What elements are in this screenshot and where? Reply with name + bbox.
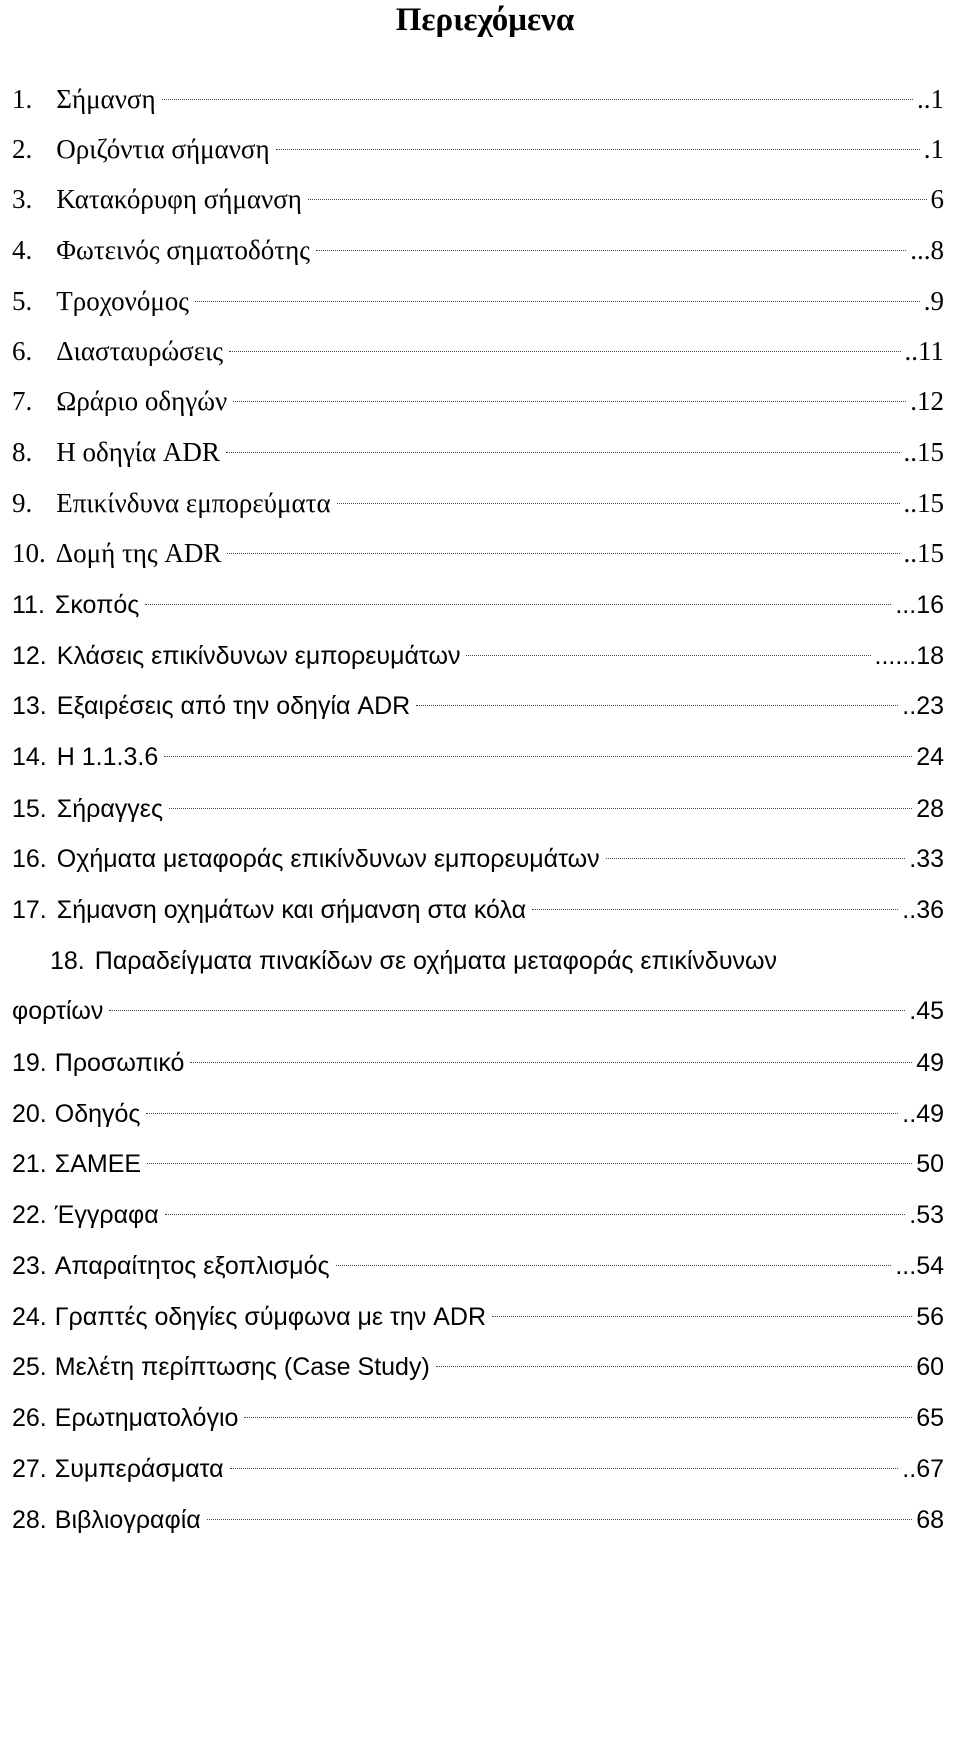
- toc-entry-leader-tail: .: [910, 386, 917, 416]
- toc-entry-page: 54: [916, 1252, 944, 1280]
- toc-entry-page: 56: [916, 1303, 944, 1331]
- toc-entry-number: 26.: [12, 1404, 47, 1432]
- toc-entry-page: 1: [930, 134, 944, 164]
- toc-entry-number: 6.: [12, 336, 33, 366]
- dot-leader: [207, 1519, 912, 1520]
- toc-entry-number: 27.: [12, 1455, 47, 1483]
- toc-entry-label: Η 1.1.3.6: [56, 743, 159, 771]
- toc-entry-leader-tail: .: [909, 845, 917, 873]
- dot-leader: [162, 99, 913, 100]
- toc-entry[interactable]: [12, 1350, 944, 1384]
- toc-entry-number: 10.: [12, 538, 46, 568]
- toc-entry-number: 14.: [12, 743, 47, 771]
- dot-leader: [606, 858, 906, 859]
- toc-entry-number: 11.: [12, 591, 45, 619]
- toc-entry-label-continuation: φορτίων: [12, 997, 104, 1025]
- toc-entry-number: 25.: [12, 1353, 47, 1381]
- toc-entry-number: 28.: [12, 1506, 47, 1534]
- toc-entry[interactable]: [12, 842, 944, 876]
- toc-entry-number: 13.: [12, 692, 47, 720]
- toc-entry-label: Συμπεράσματα: [54, 1455, 224, 1483]
- toc-entry-leader-tail: .: [923, 286, 931, 316]
- toc-entry-leader-tail: ...: [895, 591, 917, 619]
- toc-entry[interactable]: [12, 1147, 944, 1181]
- toc-entry-leader-tail: ..: [917, 84, 931, 114]
- toc-entry-label: Σκοπός: [54, 591, 140, 619]
- dot-leader: [416, 705, 898, 706]
- toc-entry-number: 3.: [12, 184, 33, 214]
- toc-entry[interactable]: [12, 536, 944, 570]
- toc-entry-label: Βιβλιογραφία: [54, 1506, 201, 1534]
- dot-leader: [336, 1265, 892, 1266]
- dot-leader: [190, 1062, 912, 1063]
- dot-leader: [146, 1113, 898, 1114]
- toc-entry-page: 1: [930, 84, 944, 114]
- toc-entry[interactable]: [12, 334, 944, 368]
- dot-leader: [109, 1010, 905, 1011]
- toc-entry[interactable]: [12, 893, 944, 927]
- toc-entry-page: 15: [917, 488, 944, 518]
- toc-entry-leader-tail: ..: [902, 692, 917, 720]
- toc-entry-page: 6: [930, 184, 944, 214]
- toc-entry-number: 20.: [12, 1100, 47, 1128]
- toc-entry-number: 5.: [12, 286, 33, 316]
- toc-entry-page: 50: [916, 1150, 944, 1178]
- toc-entry-label: Μελέτη περίπτωσης (Case Study): [54, 1353, 430, 1381]
- toc-entry-continuation[interactable]: [12, 994, 944, 1028]
- toc-entry-label: Επικίνδυνα εμπορεύματα: [56, 488, 331, 518]
- dot-leader: [169, 808, 912, 809]
- toc-entry-number: 16.: [12, 845, 47, 873]
- toc-entry-page: 65: [916, 1404, 944, 1432]
- toc-entry-page: 33: [916, 845, 944, 873]
- toc-entry-leader-tail: ...: [895, 1252, 917, 1280]
- page-title: Περιεχόμενα: [395, 2, 575, 38]
- toc-entry-number: 8.: [12, 437, 33, 467]
- toc-entry-leader-tail: .: [923, 134, 931, 164]
- dot-leader: [337, 503, 900, 504]
- toc-entry-label: Οδηγός: [54, 1100, 141, 1128]
- toc-entry-page: 12: [917, 386, 944, 416]
- toc-entry-page: 11: [918, 336, 944, 366]
- toc-entry-number: 24.: [12, 1303, 47, 1331]
- dot-leader: [164, 756, 912, 757]
- toc-entry-leader-tail: ...: [910, 235, 931, 265]
- toc-entry-leader-tail: ..: [903, 488, 917, 518]
- toc-entry-leader-tail: ..: [904, 336, 918, 366]
- dot-leader: [244, 1417, 912, 1418]
- toc-entry-page: 67: [916, 1455, 944, 1483]
- toc-entry[interactable]: [12, 486, 944, 520]
- toc-entry[interactable]: [12, 588, 944, 622]
- toc-entry-label: Ερωτηματολόγιο: [54, 1404, 239, 1432]
- toc-entry-leader-tail: ......: [874, 642, 917, 670]
- toc-entry-page: 36: [916, 896, 944, 924]
- toc-entry[interactable]: [12, 792, 944, 826]
- toc-entry-number: 18.: [50, 947, 85, 975]
- toc-entry-label: Η οδηγία ADR: [56, 437, 220, 467]
- toc-entry-number: 12.: [12, 642, 47, 670]
- toc-entry-leader-tail: .: [909, 997, 917, 1025]
- toc-entry-page: 28: [916, 795, 944, 823]
- toc-entry[interactable]: [12, 182, 944, 216]
- toc-entry-label: Γραπτές οδηγίες σύμφωνα με την ADR: [54, 1303, 487, 1331]
- toc-entry-label: Δομή της ADR: [55, 538, 222, 568]
- toc-entry-label: Κλάσεις επικίνδυνων εμπορευμάτων: [56, 642, 461, 670]
- dot-leader: [226, 452, 900, 453]
- toc-entry-label: Σήραγγες: [56, 795, 163, 823]
- toc-entry-label: Διασταυρώσεις: [56, 336, 224, 366]
- toc-entry-leader-tail: ..: [903, 538, 917, 568]
- toc-entry-label: Εξαιρέσεις από την οδηγία ADR: [56, 692, 411, 720]
- toc-entry-label: Τροχονόμος: [56, 286, 189, 316]
- dot-leader: [227, 553, 899, 554]
- toc-entry[interactable]: [12, 1452, 944, 1486]
- toc-entry-leader-tail: ..: [902, 896, 917, 924]
- toc-entry[interactable]: [12, 1300, 944, 1334]
- dot-leader: [165, 1214, 906, 1215]
- toc-entry-label: Ωράριο οδηγών: [56, 386, 228, 416]
- toc-entry-label: ΣΑΜΕΕ: [54, 1150, 142, 1178]
- toc-entry[interactable]: [12, 639, 944, 673]
- toc-entry-label: Προσωπικό: [54, 1049, 185, 1077]
- toc-entry-page: 45: [916, 997, 944, 1025]
- toc-entry[interactable]: [12, 689, 944, 723]
- toc-entry-page: 49: [916, 1100, 944, 1128]
- toc-entry-leader-tail: ..: [902, 1455, 917, 1483]
- toc-entry-number: 17.: [12, 896, 47, 924]
- toc-entry[interactable]: [12, 233, 944, 267]
- toc-entry-page: 16: [916, 591, 944, 619]
- toc-entry-number: 19.: [12, 1049, 47, 1077]
- dot-leader: [276, 149, 920, 150]
- dot-leader: [436, 1366, 912, 1367]
- toc-entry-page: 53: [916, 1201, 944, 1229]
- dot-leader: [230, 1468, 899, 1469]
- dot-leader: [316, 250, 906, 251]
- toc-entry-page: 8: [930, 235, 944, 265]
- dot-leader: [147, 1163, 912, 1164]
- dot-leader: [195, 301, 920, 302]
- toc-entry-number: 21.: [12, 1150, 47, 1178]
- toc-entry-page: 49: [916, 1049, 944, 1077]
- toc-entry[interactable]: [12, 284, 944, 318]
- toc-entry-label: Σήμανση οχημάτων και σήμανση στα κόλα: [56, 896, 527, 924]
- toc-entry-label: Παραδείγματα πινακίδων σε οχήματα μεταφοράς επικίνδυνων: [94, 947, 778, 975]
- dot-leader: [532, 909, 898, 910]
- toc-entry-label: Έγγραφα: [54, 1201, 159, 1229]
- toc-entry[interactable]: [12, 1198, 944, 1232]
- toc-entry[interactable]: [50, 944, 777, 978]
- toc-entry-page: 60: [916, 1353, 944, 1381]
- toc-entry-number: 2.: [12, 134, 33, 164]
- toc-entry-number: 1.: [12, 84, 33, 114]
- dot-leader: [229, 351, 900, 352]
- toc-entry-number: 22.: [12, 1201, 47, 1229]
- dot-leader: [492, 1316, 912, 1317]
- toc-entry-number: 23.: [12, 1252, 47, 1280]
- toc-entry[interactable]: [12, 384, 944, 418]
- toc-entry-label: Φωτεινός σηματοδότης: [56, 235, 310, 265]
- toc-entry-number: 4.: [12, 235, 33, 265]
- toc-entry-page: 15: [917, 437, 944, 467]
- toc-entry[interactable]: [12, 1401, 944, 1435]
- toc-entry[interactable]: [12, 132, 944, 166]
- toc-entry[interactable]: [12, 1046, 944, 1080]
- toc-entry-page: 68: [916, 1506, 944, 1534]
- dot-leader: [145, 604, 891, 605]
- toc-entry[interactable]: [12, 1503, 944, 1537]
- toc-entry-leader-tail: ..: [903, 437, 917, 467]
- toc-entry[interactable]: [12, 740, 944, 774]
- toc-entry[interactable]: [12, 435, 944, 469]
- toc-entry[interactable]: [12, 1097, 944, 1131]
- toc-entry-leader-tail: ..: [902, 1100, 917, 1128]
- toc-entry[interactable]: [12, 1249, 944, 1283]
- toc-entry-label: Σήμανση: [56, 84, 156, 114]
- dot-leader: [308, 199, 927, 200]
- toc-entry[interactable]: [12, 82, 944, 116]
- dot-leader: [466, 655, 870, 656]
- toc-entry-label: Οχήματα μεταφοράς επικίνδυνων εμπορευμάτων: [56, 845, 600, 873]
- toc-entry-page: 24: [916, 743, 944, 771]
- toc-entry-page: 23: [916, 692, 944, 720]
- toc-entry-leader-tail: .: [909, 1201, 917, 1229]
- toc-entry-page: 9: [930, 286, 944, 316]
- toc-entry-label: Οριζόντια σήμανση: [56, 134, 270, 164]
- toc-entry-number: 15.: [12, 795, 47, 823]
- toc-entry-page: 18: [916, 642, 944, 670]
- toc-entry-label: Κατακόρυφη σήμανση: [56, 184, 302, 214]
- toc-entry-label: Απαραίτητος εξοπλισμός: [54, 1252, 330, 1280]
- toc-entry-number: 7.: [12, 386, 33, 416]
- toc-entry-page: 15: [917, 538, 944, 568]
- toc-entry-number: 9.: [12, 488, 33, 518]
- dot-leader: [233, 401, 906, 402]
